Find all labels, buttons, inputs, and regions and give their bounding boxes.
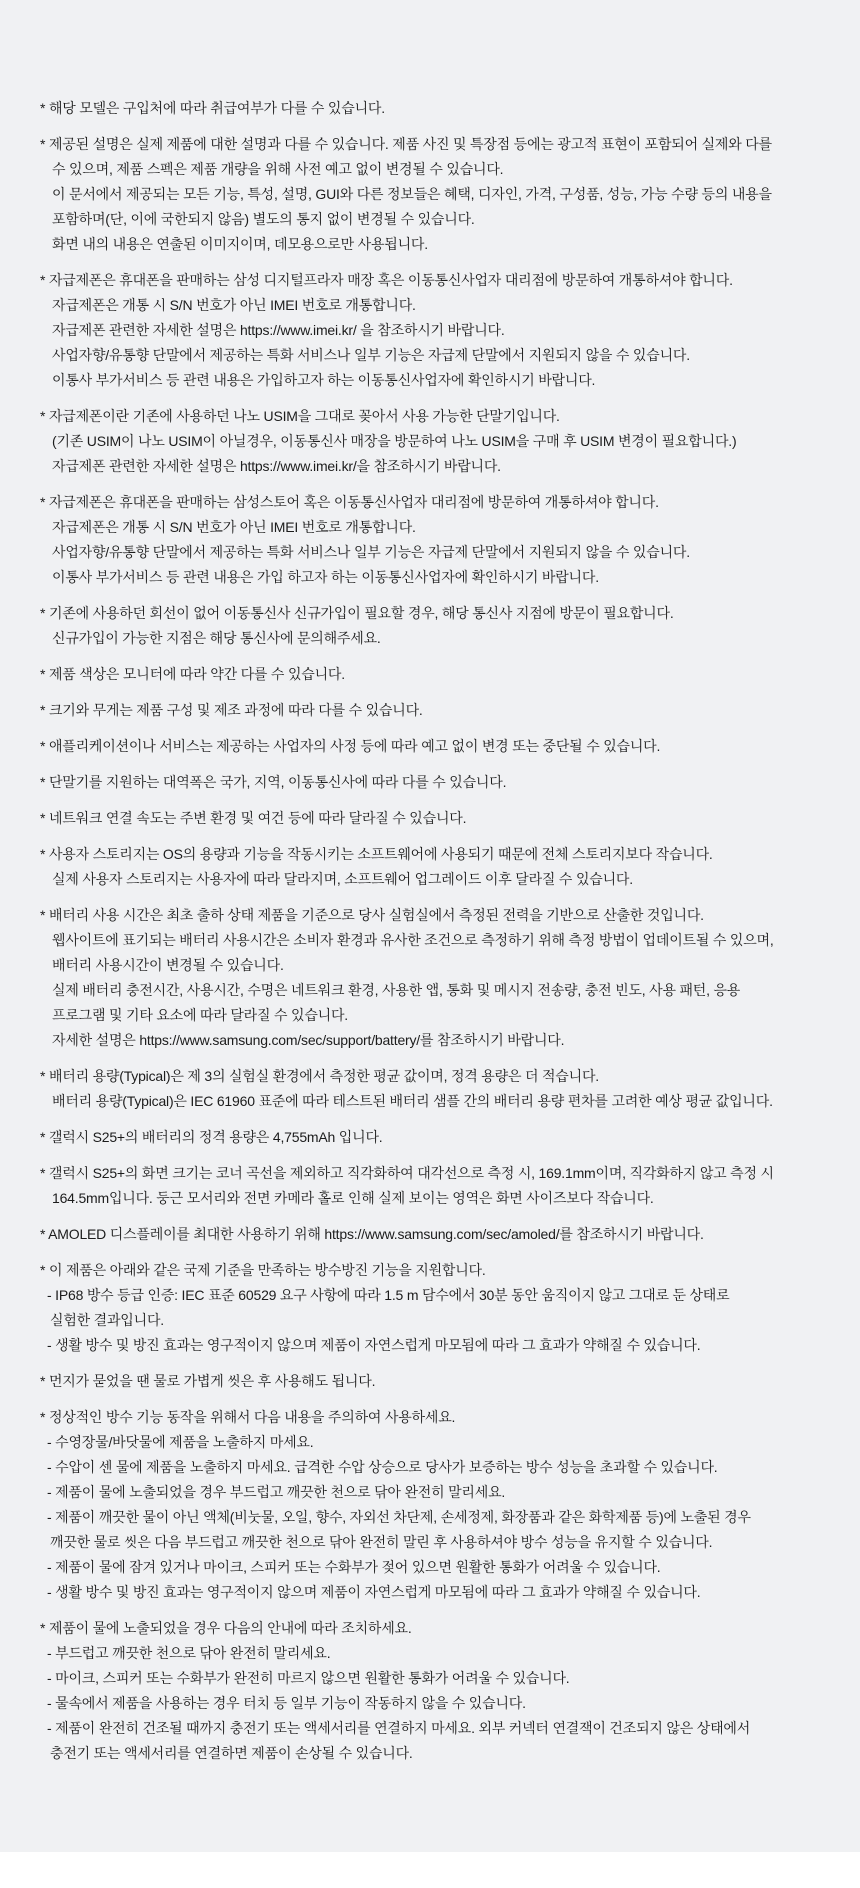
disclaimer-line: - 제품이 물에 잠겨 있거나 마이크, 스피커 또는 수화부가 젖어 있으면 원활한 통화가 어려울 수 있습니다. xyxy=(47,1559,661,1575)
disclaimer-line: 화면 내의 내용은 연출된 이미지이며, 데모용으로만 사용됩니다. xyxy=(52,236,428,252)
disclaimer-line: * 배터리 사용 시간은 최초 출하 상태 제품을 기준으로 당사 실험실에서 측정된 전력을 기반으로 산출한 것입니다. xyxy=(40,907,704,923)
disclaimer-line: * 배터리 용량(Typical)은 제 3의 실험실 환경에서 측정한 평균 값이며, 정격 용량은 더 적습니다. xyxy=(40,1068,599,1084)
disclaimer-line: 자급제폰은 개통 시 S/N 번호가 아닌 IMEI 번호로 개통합니다. xyxy=(52,519,416,535)
disclaimer-line: * 갤럭시 S25+의 배터리의 정격 용량은 4,755mAh 입니다. xyxy=(40,1129,383,1145)
disclaimer-line: - 생활 방수 및 방진 효과는 영구적이지 않으며 제품이 자연스럽게 마모됨에 따라 그 효과가 약해질 수 있습니다. xyxy=(47,1337,701,1353)
disclaimer-line: 웹사이트에 표기되는 배터리 사용시간은 소비자 환경과 유사한 조건으로 측정하기 위해 측정 방법이 업데이트될 수 있으며, xyxy=(52,932,774,948)
disclaimer-line: * 갤럭시 S25+의 화면 크기는 코너 곡선을 제외하고 직각화하여 대각선으로 측정 시, 169.1mm이며, 직각화하지 않고 측정 시 xyxy=(40,1165,774,1181)
disclaimer-paragraph xyxy=(40,842,834,892)
disclaimer-line: * 자급제폰은 휴대폰을 판매하는 삼성스토어 혹은 이동통신사업자 대리점에 방문하여 개통하셔야 합니다. xyxy=(40,494,659,510)
disclaimer-line: * 정상적인 방수 기능 동작을 위해서 다음 내용을 주의하여 사용하세요. xyxy=(40,1409,456,1425)
disclaimer-line: * 단말기를 지원하는 대역폭은 국가, 지역, 이동통신사에 따라 다를 수 있습니다. xyxy=(40,774,507,790)
disclaimer-line: 사업자향/유통향 단말에서 제공하는 특화 서비스나 일부 기능은 자급제 단말에서 지원되지 않을 수 있습니다. xyxy=(52,544,690,560)
disclaimer-paragraph xyxy=(40,1125,834,1150)
disclaimer-line: * 애플리케이션이나 서비스는 제공하는 사업자의 사정 등에 따라 예고 없이 변경 또는 중단될 수 있습니다. xyxy=(40,738,661,754)
disclaimer-paragraph xyxy=(40,268,834,393)
disclaimer-line: * 네트워크 연결 속도는 주변 환경 및 여건 등에 따라 달라질 수 있습니다. xyxy=(40,810,467,826)
disclaimer-line: - 마이크, 스피커 또는 수화부가 완전히 마르지 않으면 원활한 통화가 어려울 수 있습니다. xyxy=(47,1670,570,1686)
disclaimer-line: * 크기와 무게는 제품 구성 및 제조 과정에 따라 다를 수 있습니다. xyxy=(40,702,423,718)
disclaimer-line: 자급제폰 관련한 자세한 설명은 https://www.imei.kr/을 참조하시기 바랍니다. xyxy=(52,458,501,474)
disclaimer-paragraph xyxy=(40,806,834,831)
disclaimer-line: (기존 USIM이 나노 USIM이 아닐경우, 이동통신사 매장을 방문하여 나노 USIM을 구매 후 USIM 변경이 필요합니다.) xyxy=(52,433,737,449)
disclaimer-paragraph xyxy=(40,1161,834,1211)
disclaimer-line: * AMOLED 디스플레이를 최대한 사용하기 위해 https://www.samsung.com/sec/amoled/를 참조하시기 바랍니다. xyxy=(40,1226,704,1242)
disclaimer-line: 프로그램 및 기타 요소에 따라 달라질 수 있습니다. xyxy=(52,1007,348,1023)
disclaimer-line: * 해당 모델은 구입처에 따라 취급여부가 다를 수 있습니다. xyxy=(40,100,385,116)
disclaimer-line: 이통사 부가서비스 등 관련 내용은 가입 하고자 하는 이동통신사업자에 확인하시기 바랍니다. xyxy=(52,569,599,585)
disclaimer-line: 자세한 설명은 https://www.samsung.com/sec/support/battery/를 참조하시기 바랍니다. xyxy=(52,1032,565,1048)
disclaimer-line: * 사용자 스토리지는 OS의 용량과 기능을 작동시키는 소프트웨어에 사용되기 때문에 전체 스토리지보다 작습니다. xyxy=(40,846,713,862)
disclaimer-paragraph xyxy=(40,770,834,795)
disclaimer-line: 배터리 용량(Typical)은 IEC 61960 표준에 따라 테스트된 배터리 샘플 간의 배터리 용량 편차를 고려한 예상 평균 값입니다. xyxy=(52,1093,773,1109)
disclaimer-line: * 제품 색상은 모니터에 따라 약간 다를 수 있습니다. xyxy=(40,666,345,682)
disclaimer-line: 실험한 결과입니다. xyxy=(50,1312,164,1328)
disclaimer-line: - 수압이 센 물에 제품을 노출하지 마세요. 급격한 수압 상승으로 당사가 보증하는 방수 성능을 초과할 수 있습니다. xyxy=(47,1459,718,1475)
disclaimer-paragraph xyxy=(40,1222,834,1247)
disclaimer-line: - 제품이 깨끗한 물이 아닌 액체(비눗물, 오일, 향수, 자외선 차단제, 손세정제, 화장품과 같은 화학제품 등)에 노출된 경우 xyxy=(47,1509,751,1525)
page-bottom-whitespace xyxy=(0,1852,860,1888)
disclaimer-paragraph xyxy=(40,404,834,479)
disclaimer-line: 배터리 사용시간이 변경될 수 있습니다. xyxy=(52,957,284,973)
disclaimer-line: - IP68 방수 등급 인증: IEC 표준 60529 요구 사항에 따라 1.5 m 담수에서 30분 동안 움직이지 않고 그대로 둔 상태로 xyxy=(47,1287,730,1303)
disclaimer-line: * 자급제폰이란 기존에 사용하던 나노 USIM을 그대로 꽂아서 사용 가능한 단말기입니다. xyxy=(40,408,560,424)
disclaimer-paragraph xyxy=(40,662,834,687)
disclaimer-paragraph xyxy=(40,698,834,723)
disclaimer-line: 자급제폰은 개통 시 S/N 번호가 아닌 IMEI 번호로 개통합니다. xyxy=(52,297,416,313)
disclaimer-line: * 제공된 설명은 실제 제품에 대한 설명과 다를 수 있습니다. 제품 사진 및 특장점 등에는 광고적 표현이 포함되어 실제와 다를 xyxy=(40,136,772,152)
disclaimer-line: * 이 제품은 아래와 같은 국제 기준을 만족하는 방수방진 기능을 지원합니다. xyxy=(40,1262,486,1278)
disclaimer-line: 충전기 또는 액세서리를 연결하면 제품이 손상될 수 있습니다. xyxy=(50,1745,413,1761)
disclaimer-paragraph xyxy=(40,1258,834,1358)
disclaimer-paragraph xyxy=(40,734,834,759)
disclaimer-line: * 자급제폰은 휴대폰을 판매하는 삼성 디지털프라자 매장 혹은 이동통신사업자 대리점에 방문하여 개통하셔야 합니다. xyxy=(40,272,733,288)
disclaimer-line: * 제품이 물에 노출되었을 경우 다음의 안내에 따라 조치하세요. xyxy=(40,1620,412,1636)
disclaimer-line: - 생활 방수 및 방진 효과는 영구적이지 않으며 제품이 자연스럽게 마모됨에 따라 그 효과가 약해질 수 있습니다. xyxy=(47,1584,701,1600)
disclaimer-paragraph xyxy=(40,903,834,1053)
disclaimer-line: - 제품이 완전히 건조될 때까지 충전기 또는 액세서리를 연결하지 마세요. 외부 커넥터 연결잭이 건조되지 않은 상태에서 xyxy=(47,1720,751,1736)
disclaimer-line: 사업자향/유통향 단말에서 제공하는 특화 서비스나 일부 기능은 자급제 단말에서 지원되지 않을 수 있습니다. xyxy=(52,347,690,363)
disclaimer-line: 실제 사용자 스토리지는 사용자에 따라 달라지며, 소프트웨어 업그레이드 이후 달라질 수 있습니다. xyxy=(52,871,633,887)
disclaimer-paragraph xyxy=(40,601,834,651)
disclaimer-line: 수 있으며, 제품 스펙은 제품 개량을 위해 사전 예고 없이 변경될 수 있습니다. xyxy=(52,161,504,177)
disclaimer-line: 자급제폰 관련한 자세한 설명은 https://www.imei.kr/ 을 참조하시기 바랍니다. xyxy=(52,322,505,338)
disclaimer-line: 신규가입이 가능한 지점은 해당 통신사에 문의해주세요. xyxy=(52,630,381,646)
disclaimer-paragraph xyxy=(40,1405,834,1605)
disclaimer-line: 깨끗한 물로 씻은 다음 부드럽고 깨끗한 천으로 닦아 완전히 말린 후 사용하셔야 방수 성능을 유지할 수 있습니다. xyxy=(50,1534,713,1550)
disclaimer-paragraph xyxy=(40,132,834,257)
disclaimer-line: - 수영장물/바닷물에 제품을 노출하지 마세요. xyxy=(47,1434,314,1450)
disclaimer-line: - 물속에서 제품을 사용하는 경우 터치 등 일부 기능이 작동하지 않을 수 있습니다. xyxy=(47,1695,526,1711)
disclaimer-line: 이통사 부가서비스 등 관련 내용은 가입하고자 하는 이동통신사업자에 확인하시기 바랍니다. xyxy=(52,372,596,388)
disclaimer-paragraph xyxy=(40,96,834,121)
disclaimer-line: 164.5mm입니다. 둥근 모서리와 전면 카메라 홀로 인해 실제 보이는 영역은 화면 사이즈보다 작습니다. xyxy=(52,1190,654,1206)
disclaimer-line: 이 문서에서 제공되는 모든 기능, 특성, 설명, GUI와 다른 정보들은 혜택, 디자인, 가격, 구성품, 성능, 가능 수량 등의 내용을 xyxy=(52,186,772,202)
disclaimer-paragraph xyxy=(40,490,834,590)
disclaimer-line: * 먼지가 묻었을 땐 물로 가볍게 씻은 후 사용해도 됩니다. xyxy=(40,1373,376,1389)
disclaimer-line: - 제품이 물에 노출되었을 경우 부드럽고 깨끗한 천으로 닦아 완전히 말리세요. xyxy=(47,1484,506,1500)
disclaimer-paragraph xyxy=(40,1616,834,1766)
disclaimer-line: 실제 배터리 충전시간, 사용시간, 수명은 네트워크 환경, 사용한 앱, 통화 및 메시지 전송량, 충전 빈도, 사용 패턴, 응용 xyxy=(52,982,741,998)
disclaimer-paragraph xyxy=(40,1064,834,1114)
disclaimer-line: - 부드럽고 깨끗한 천으로 닦아 완전히 말리세요. xyxy=(47,1645,331,1661)
disclaimer-paragraph xyxy=(40,1369,834,1394)
disclaimer-line: 포함하며(단, 이에 국한되지 않음) 별도의 통지 없이 변경될 수 있습니다. xyxy=(52,211,475,227)
disclaimer-line: * 기존에 사용하던 회선이 없어 이동통신사 신규가입이 필요할 경우, 해당 통신사 지점에 방문이 필요합니다. xyxy=(40,605,674,621)
